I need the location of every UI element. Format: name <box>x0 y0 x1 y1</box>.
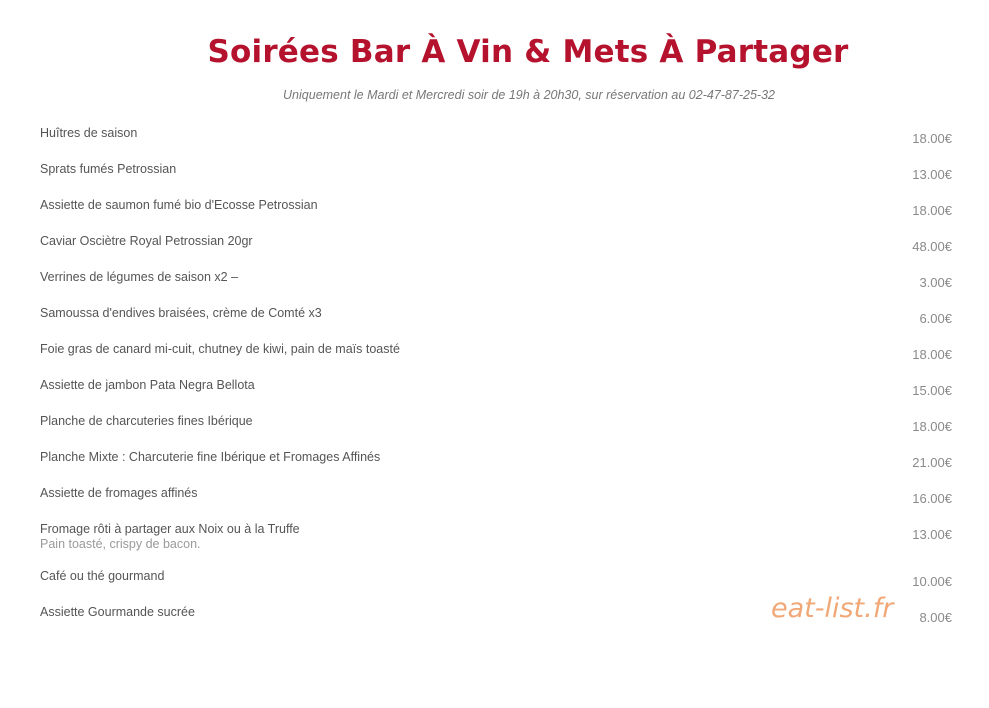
menu-item-price: 13.00€ <box>912 167 952 182</box>
menu-item-price: 6.00€ <box>919 311 952 326</box>
menu-list <box>40 126 952 641</box>
menu-item-price: 10.00€ <box>912 574 952 589</box>
menu-item-price: 16.00€ <box>912 491 952 506</box>
menu-item-name: Assiette de fromages affinés <box>40 486 198 500</box>
menu-item-name: Assiette de saumon fumé bio d'Ecosse Petrossian <box>40 198 318 212</box>
menu-item <box>40 414 952 450</box>
menu-item-name: Huîtres de saison <box>40 126 138 140</box>
menu-item <box>40 270 952 306</box>
menu-item <box>40 522 952 569</box>
menu-item-name: Planche de charcuteries fines Ibérique <box>40 414 253 428</box>
menu-item-name: Caviar Osciètre Royal Petrossian 20gr <box>40 234 253 248</box>
menu-item-name: Verrines de légumes de saison x2 – <box>40 270 239 284</box>
menu-item <box>40 306 952 342</box>
page-title: Soirées Bar À Vin & Mets À Partager <box>207 34 849 70</box>
menu-item-name: Samoussa d'endives braisées, crème de Comté x3 <box>40 306 322 320</box>
menu-item-name: Sprats fumés Petrossian <box>40 162 177 176</box>
menu-item-name: Café ou thé gourmand <box>40 569 165 583</box>
menu-item <box>40 126 952 162</box>
menu-item <box>40 342 952 378</box>
watermark: eat-list.fr <box>771 593 894 624</box>
menu-item-name: Fromage rôti à partager aux Noix ou à la Truffe <box>40 522 300 536</box>
menu-item-description: Pain toasté, crispy de bacon. <box>40 537 201 551</box>
menu-item-price: 18.00€ <box>912 131 952 146</box>
menu-item-price: 18.00€ <box>912 203 952 218</box>
menu-item <box>40 162 952 198</box>
menu-item <box>40 378 952 414</box>
menu-item-price: 48.00€ <box>912 239 952 254</box>
page-subtitle: Uniquement le Mardi et Mercredi soir de 19h à 20h30, sur réservation au 02-47-87-25-32 <box>283 88 775 102</box>
menu-item-price: 18.00€ <box>912 419 952 434</box>
menu-item <box>40 234 952 270</box>
menu-item-price: 15.00€ <box>912 383 952 398</box>
menu-item-price: 13.00€ <box>912 527 952 542</box>
menu-item <box>40 486 952 522</box>
menu-item-name: Assiette de jambon Pata Negra Bellota <box>40 378 255 392</box>
menu-item-name: Foie gras de canard mi-cuit, chutney de kiwi, pain de maïs toasté <box>40 342 400 356</box>
menu-item-price: 21.00€ <box>912 455 952 470</box>
menu-item-name: Assiette Gourmande sucrée <box>40 605 195 619</box>
menu-item <box>40 450 952 486</box>
menu-item <box>40 198 952 234</box>
menu-item-name: Planche Mixte : Charcuterie fine Ibérique et Fromages Affinés <box>40 450 381 464</box>
menu-item-price: 3.00€ <box>919 275 952 290</box>
menu-item-price: 18.00€ <box>912 347 952 362</box>
menu-item-price: 8.00€ <box>919 610 952 625</box>
